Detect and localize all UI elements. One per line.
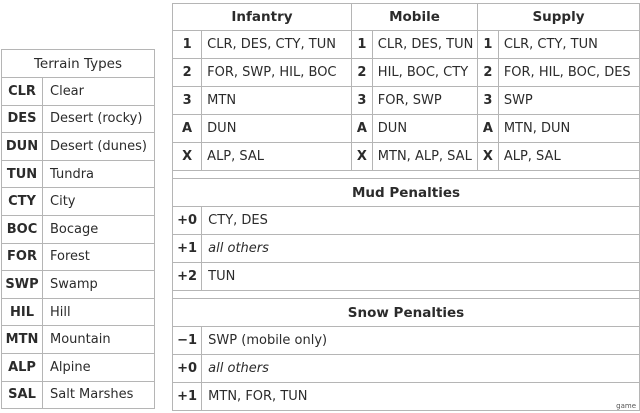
supply-cost-level: X	[477, 143, 498, 171]
supply-terrain-list: CLR, CTY, TUN	[498, 31, 639, 59]
mud-terrain: all others	[202, 235, 640, 263]
infantry-cost-level: 3	[173, 87, 202, 115]
snow-modifier: +0	[173, 355, 202, 383]
section-spacer	[173, 171, 640, 179]
supply-terrain-list: SWP	[498, 87, 639, 115]
terrain-code: DES	[2, 105, 43, 133]
terrain-code: DUN	[2, 133, 43, 161]
movement-row	[173, 115, 640, 143]
movement-row	[173, 87, 640, 115]
terrain-name: Forest	[43, 243, 155, 271]
mud-penalty-row	[173, 207, 640, 235]
snow-terrain: all others	[202, 355, 640, 383]
infantry-terrain-list: DUN	[202, 115, 352, 143]
movement-row	[173, 59, 640, 87]
terrain-code: HIL	[2, 298, 43, 326]
mud-terrain: TUN	[202, 263, 640, 291]
terrain-row	[2, 160, 155, 188]
mobile-terrain-list: HIL, BOC, CTY	[372, 59, 477, 87]
infantry-terrain-list: ALP, SAL	[202, 143, 352, 171]
terrain-row	[2, 243, 155, 271]
terrain-row	[2, 133, 155, 161]
infantry-terrain-list: FOR, SWP, HIL, BOC	[202, 59, 352, 87]
infantry-terrain-list: CLR, DES, CTY, TUN	[202, 31, 352, 59]
terrain-code: MTN	[2, 326, 43, 354]
section-spacer	[173, 291, 640, 299]
terrain-name: Desert (dunes)	[43, 133, 155, 161]
snow-terrain: MTN, FOR, TUN	[202, 383, 640, 411]
unit-type-header-row	[173, 4, 640, 31]
mobile-cost-level: 1	[351, 31, 372, 59]
terrain-code: ALP	[2, 353, 43, 381]
snow-penalties-title: Snow Penalties	[173, 299, 640, 327]
mud-penalties-title: Mud Penalties	[173, 179, 640, 207]
snow-terrain: SWP (mobile only)	[202, 327, 640, 355]
mobile-cost-level: 2	[351, 59, 372, 87]
terrain-code: BOC	[2, 215, 43, 243]
supply-cost-level: 1	[477, 31, 498, 59]
terrain-name: Alpine	[43, 353, 155, 381]
supply-cost-level: A	[477, 115, 498, 143]
infantry-cost-level: 2	[173, 59, 202, 87]
mud-penalties-header-row	[173, 179, 640, 207]
terrain-name: Desert (rocky)	[43, 105, 155, 133]
terrain-code: SWP	[2, 271, 43, 299]
terrain-name: Swamp	[43, 271, 155, 299]
mobile-terrain-list: MTN, ALP, SAL	[372, 143, 477, 171]
mud-modifier: +2	[173, 263, 202, 291]
terrain-name: Bocage	[43, 215, 155, 243]
mud-terrain: CTY, DES	[202, 207, 640, 235]
terrain-row	[2, 381, 155, 409]
terrain-row	[2, 215, 155, 243]
terrain-row	[2, 326, 155, 354]
terrain-name: Salt Marshes	[43, 381, 155, 409]
terrain-row	[2, 78, 155, 106]
movement-row	[173, 31, 640, 59]
mud-penalty-row	[173, 263, 640, 291]
terrain-row	[2, 353, 155, 381]
movement-row	[173, 143, 640, 171]
snow-penalty-row	[173, 383, 640, 411]
mobile-terrain-list: CLR, DES, TUN	[372, 31, 477, 59]
snow-modifier: −1	[173, 327, 202, 355]
supply-cost-level: 3	[477, 87, 498, 115]
infantry-header: Infantry	[173, 4, 352, 31]
infantry-terrain-list: MTN	[202, 87, 352, 115]
spacer-cell	[173, 291, 640, 299]
supply-cost-level: 2	[477, 59, 498, 87]
mobile-cost-level: A	[351, 115, 372, 143]
snow-modifier: +1	[173, 383, 202, 411]
infantry-cost-level: X	[173, 143, 202, 171]
terrain-name: Mountain	[43, 326, 155, 354]
terrain-row	[2, 298, 155, 326]
supply-terrain-list: ALP, SAL	[498, 143, 639, 171]
terrain-code: CTY	[2, 188, 43, 216]
mud-modifier: +0	[173, 207, 202, 235]
terrain-name: Tundra	[43, 160, 155, 188]
terrain-code: CLR	[2, 78, 43, 106]
snow-penalty-row	[173, 327, 640, 355]
terrain-name: Hill	[43, 298, 155, 326]
terrain-row	[2, 105, 155, 133]
terrain-row	[2, 188, 155, 216]
terrain-types-title: Terrain Types	[2, 50, 155, 78]
terrain-name: Clear	[43, 78, 155, 106]
terrain-code: SAL	[2, 381, 43, 409]
mobile-header: Mobile	[351, 4, 477, 31]
spacer-cell	[173, 171, 640, 179]
terrain-code: FOR	[2, 243, 43, 271]
mud-modifier: +1	[173, 235, 202, 263]
terrain-row	[2, 271, 155, 299]
terrain-code: TUN	[2, 160, 43, 188]
infantry-cost-level: 1	[173, 31, 202, 59]
supply-terrain-list: FOR, HIL, BOC, DES	[498, 59, 639, 87]
terrain-name: City	[43, 188, 155, 216]
infantry-cost-level: A	[173, 115, 202, 143]
watermark-label: game	[616, 402, 636, 410]
mobile-terrain-list: DUN	[372, 115, 477, 143]
mud-penalty-row	[173, 235, 640, 263]
snow-penalty-row	[173, 355, 640, 383]
supply-terrain-list: MTN, DUN	[498, 115, 639, 143]
supply-header: Supply	[477, 4, 639, 31]
movement-cost-table	[172, 3, 640, 411]
mobile-terrain-list: FOR, SWP	[372, 87, 477, 115]
mobile-cost-level: X	[351, 143, 372, 171]
snow-penalties-header-row	[173, 299, 640, 327]
mobile-cost-level: 3	[351, 87, 372, 115]
terrain-types-table	[1, 49, 155, 409]
